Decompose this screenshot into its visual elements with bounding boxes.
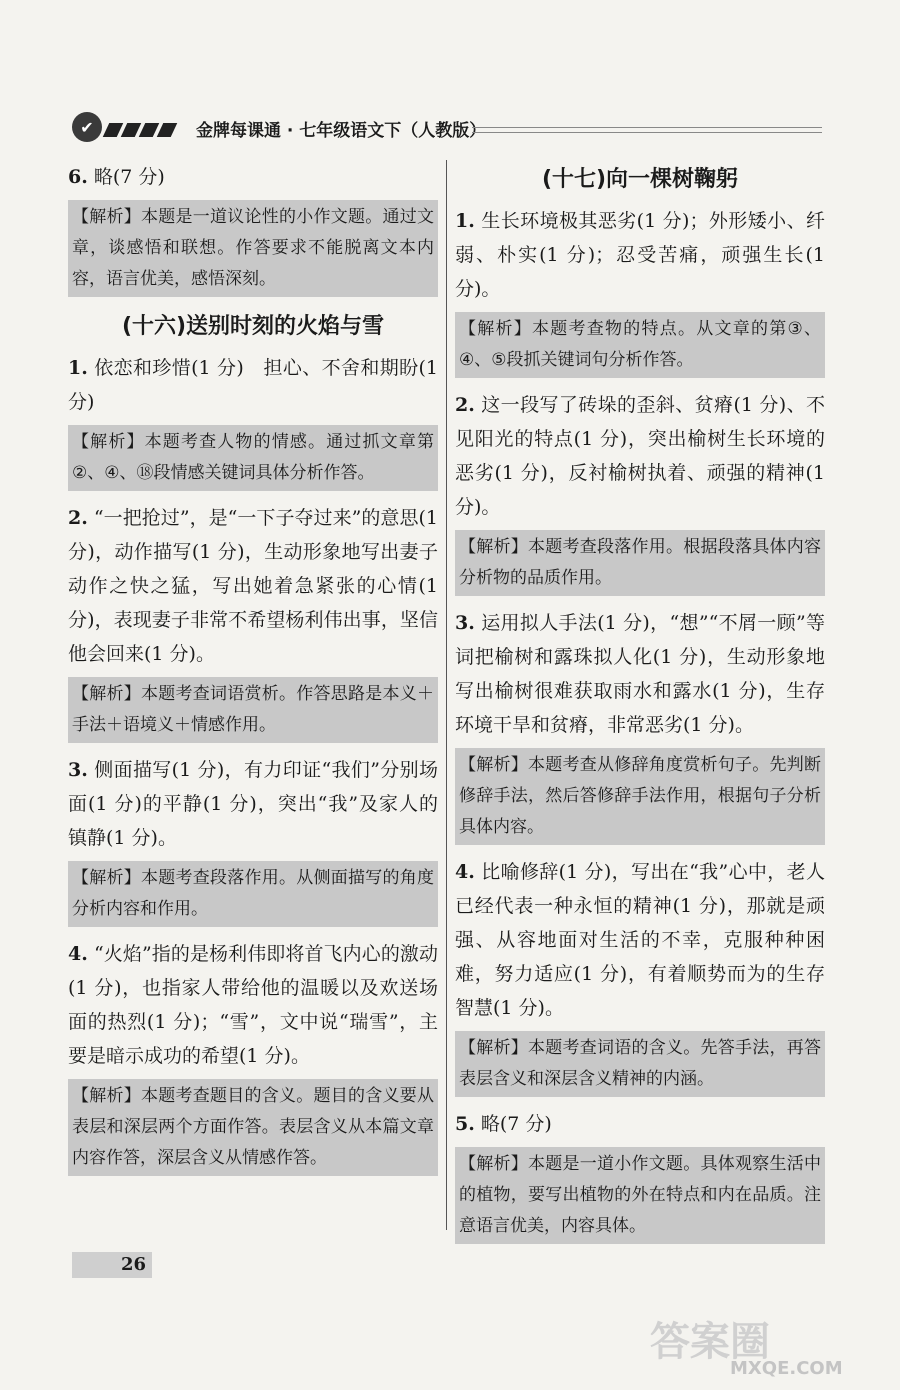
page-number: 26: [72, 1252, 152, 1278]
answer-2: 2. 这一段写了砖垛的歪斜、贫瘠(1 分)、不见阳光的特点(1 分)，突出榆树生长环境的恶劣(1 分)，反衬榆树执着、顽强的精神(1 分)。: [455, 394, 825, 518]
column-divider: [446, 160, 447, 1230]
analysis-3: 【解析】本题考查从修辞角度赏析句子。先判断修辞手法，然后答修辞手法作用，根据句子分析具体内容。: [455, 748, 825, 845]
analysis-5: 【解析】本题是一道小作文题。具体观察生活中的植物，要写出植物的外在特点和内在品质。注意语言优美，内容具体。: [455, 1147, 825, 1244]
watermark-url: MXQE.COM: [730, 1358, 843, 1379]
page-header: [72, 112, 822, 150]
analysis-3: 【解析】本题考查段落作用。从侧面描写的角度分析内容和作用。: [68, 861, 438, 927]
analysis-4: 【解析】本题考查题目的含义。题目的含义要从表层和深层两个方面作答。表层含义从本篇文章内容作答，深层含义从情感作答。: [68, 1079, 438, 1176]
answer-3: 3. 侧面描写(1 分)，有力印证“我们”分别场面(1 分)的平静(1 分)，突出“我”及家人的镇静(1 分)。: [68, 759, 438, 849]
section-title-16: (十六)送别时刻的火焰与雪: [121, 314, 385, 339]
answer-1: 1. 生长环境极其恶劣(1 分)；外形矮小、纤弱、朴实(1 分)；忍受苦痛，顽强生长(1 分)。: [455, 210, 825, 300]
answer-4: 4. 比喻修辞(1 分)，写出在“我”心中，老人已经代表一种永恒的精神(1 分)，那就是顽强、从容地面对生活的不幸，克服种种困难，努力适应(1 分)，有着顺势而为的生存智慧(1 分)。: [455, 861, 825, 1019]
answer-6: 6. 略(7 分): [68, 166, 165, 188]
analysis-1: 【解析】本题考查人物的情感。通过抓文章第②、④、⑱段情感关键词具体分析作答。: [68, 425, 438, 491]
answer-3: 3. 运用拟人手法(1 分)，“想”“不屑一顾”等词把榆树和露珠拟人化(1 分)，生动形象地写出榆树很难获取雨水和露水(1 分)，生存环境干旱和贫瘠，非常恶劣(1 分)。: [455, 612, 825, 736]
stripe-decoration: [106, 122, 178, 141]
medal-icon: ✔: [72, 112, 102, 142]
analysis-1: 【解析】本题考查物的特点。从文章的第③、④、⑤段抓关键词句分析作答。: [455, 312, 825, 378]
analysis-4: 【解析】本题考查词语的含义。先答手法，再答表层含义和深层含义精神的内涵。: [455, 1031, 825, 1097]
book-title: 金牌每课通 · 七年级语文下（人教版）: [196, 121, 487, 141]
header-rule: [472, 127, 822, 133]
analysis-6: 【解析】本题是一道议论性的小作文题。通过文章，谈感悟和联想。作答要求不能脱离文本内容，语言优美，感悟深刻。: [68, 200, 438, 297]
section-title-17: (十七)向一棵树鞠躬: [541, 167, 739, 192]
analysis-2: 【解析】本题考查段落作用。根据段落具体内容分析物的品质作用。: [455, 530, 825, 596]
answer-2: 2. “一把抢过”，是“一下子夺过来”的意思(1 分)，动作描写(1 分)，生动形象地写出妻子动作之快之猛，写出她着急紧张的心情(1 分)，表现妻子非常不希望杨利伟出事，坚信他会回来(1 分)。: [68, 507, 438, 665]
answer-1: 1. 依恋和珍惜(1 分) 担心、不舍和期盼(1 分): [68, 357, 438, 413]
right-column: [455, 160, 825, 1254]
analysis-2: 【解析】本题考查词语赏析。作答思路是本义＋手法＋语境义＋情感作用。: [68, 677, 438, 743]
answer-5: 5. 略(7 分): [455, 1113, 552, 1135]
watermark-logo: 答案圈: [650, 1319, 770, 1365]
answer-4: 4. “火焰”指的是杨利伟即将首飞内心的激动(1 分)，也指家人带给他的温暖以及欢送场面的热烈(1 分)；“雪”，文中说“瑞雪”，主要是暗示成功的希望(1 分)。: [68, 943, 438, 1067]
left-column: [68, 160, 438, 1186]
